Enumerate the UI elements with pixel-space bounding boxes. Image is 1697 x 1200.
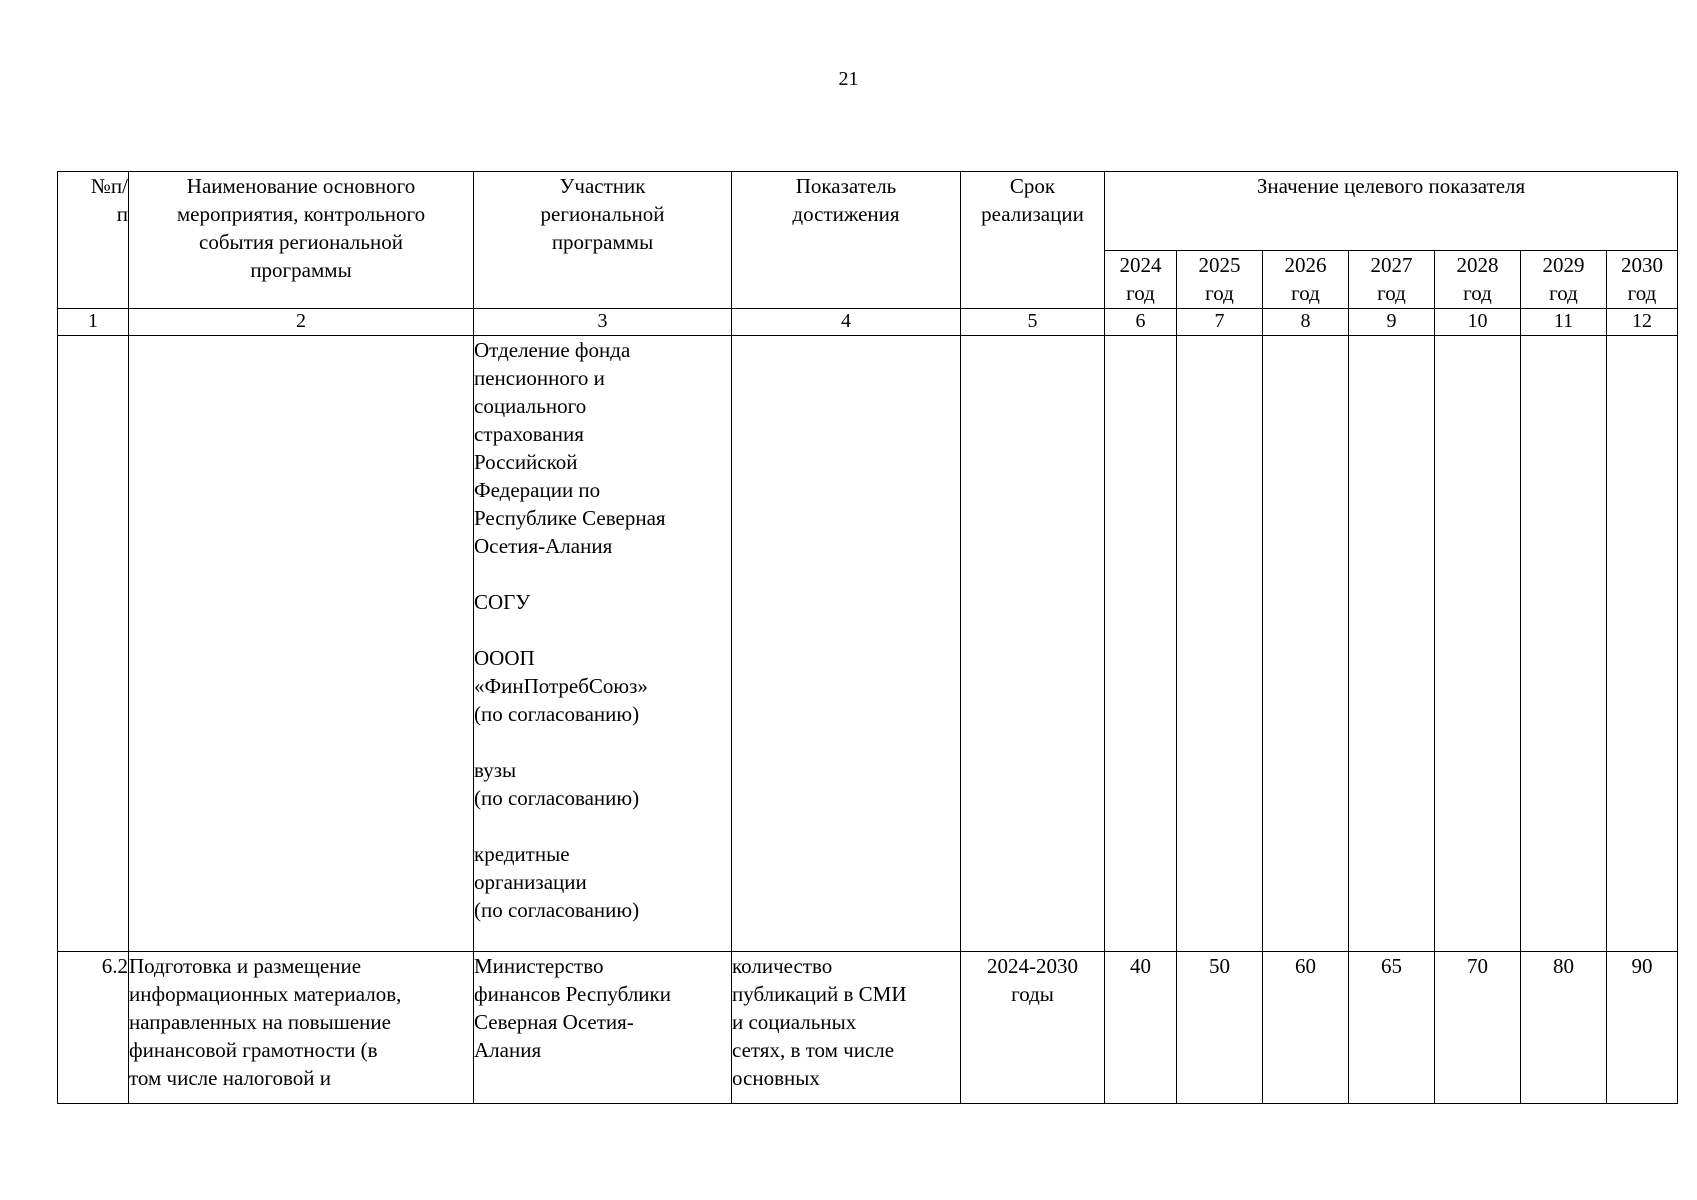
header-target-value: Значение целевого показателя [1105,172,1678,251]
header-num: №п/ п [58,172,129,309]
column-number: 2 [129,309,474,336]
column-number: 9 [1349,309,1435,336]
program-table [57,171,1678,1104]
empty-cell [1435,336,1521,952]
participant-universities: вузы (по согласованию) [474,758,640,810]
column-number: 1 [58,309,129,336]
row-number: 6.2 [58,952,129,1104]
empty-cell [732,336,961,952]
header-indicator: Показатель достижения [732,172,961,309]
value-2026: 60 [1263,952,1349,1104]
indicator: количество публикаций в СМИ и социальных сетях, в том числе основных [732,952,961,1104]
year-2024: 2024 год [1105,251,1177,309]
column-number: 3 [474,309,732,336]
participant-pfr: Отделение фонда пенсионного и социального страхования Российской Федерации по Республике Северная Осетия-Алания [474,338,666,558]
value-2027: 65 [1349,952,1435,1104]
year-2030: 2030 год [1607,251,1678,309]
table-row-6-2 [58,952,1678,1104]
page-number: 21 [838,68,859,90]
year-2028: 2028 год [1435,251,1521,309]
participant-credit-orgs: кредитные организации (по согласованию) [474,842,640,922]
column-number: 5 [961,309,1105,336]
year-2027: 2027 год [1349,251,1435,309]
value-2030: 90 [1607,952,1678,1104]
empty-cell [1263,336,1349,952]
column-number: 8 [1263,309,1349,336]
empty-cell [1177,336,1263,952]
header-term: Срок реализации [961,172,1105,309]
empty-cell [961,336,1105,952]
column-number: 4 [732,309,961,336]
empty-cell [129,336,474,952]
value-2024: 40 [1105,952,1177,1104]
column-number: 12 [1607,309,1678,336]
participant-finpotrebsoyuz: ОООП «ФинПотребСоюз» (по согласованию) [474,646,648,726]
header-name: Наименование основного мероприятия, контрольного события региональной программы [129,172,474,309]
header-participant: Участник региональной программы [474,172,732,309]
participant-sogu: СОГУ [474,590,531,614]
table-row-continued [58,336,1678,952]
year-2025: 2025 год [1177,251,1263,309]
empty-cell [1521,336,1607,952]
term: 2024-2030 годы [961,952,1105,1104]
participants-cell [474,336,732,952]
value-2029: 80 [1521,952,1607,1104]
column-number: 7 [1177,309,1263,336]
empty-cell [58,336,129,952]
empty-cell [1105,336,1177,952]
empty-cell [1349,336,1435,952]
column-number: 10 [1435,309,1521,336]
participant: Министерство финансов Республики Северная Осетия- Алания [474,952,732,1104]
empty-cell [1607,336,1678,952]
value-2025: 50 [1177,952,1263,1104]
column-number: 6 [1105,309,1177,336]
year-2029: 2029 год [1521,251,1607,309]
year-2026: 2026 год [1263,251,1349,309]
header-row [58,172,1678,251]
column-numbers-row [58,309,1678,336]
event-name: Подготовка и размещение информационных материалов, направленных на повышение финансовой грамотности (в том числе налоговой и [129,952,474,1104]
value-2028: 70 [1435,952,1521,1104]
column-number: 11 [1521,309,1607,336]
